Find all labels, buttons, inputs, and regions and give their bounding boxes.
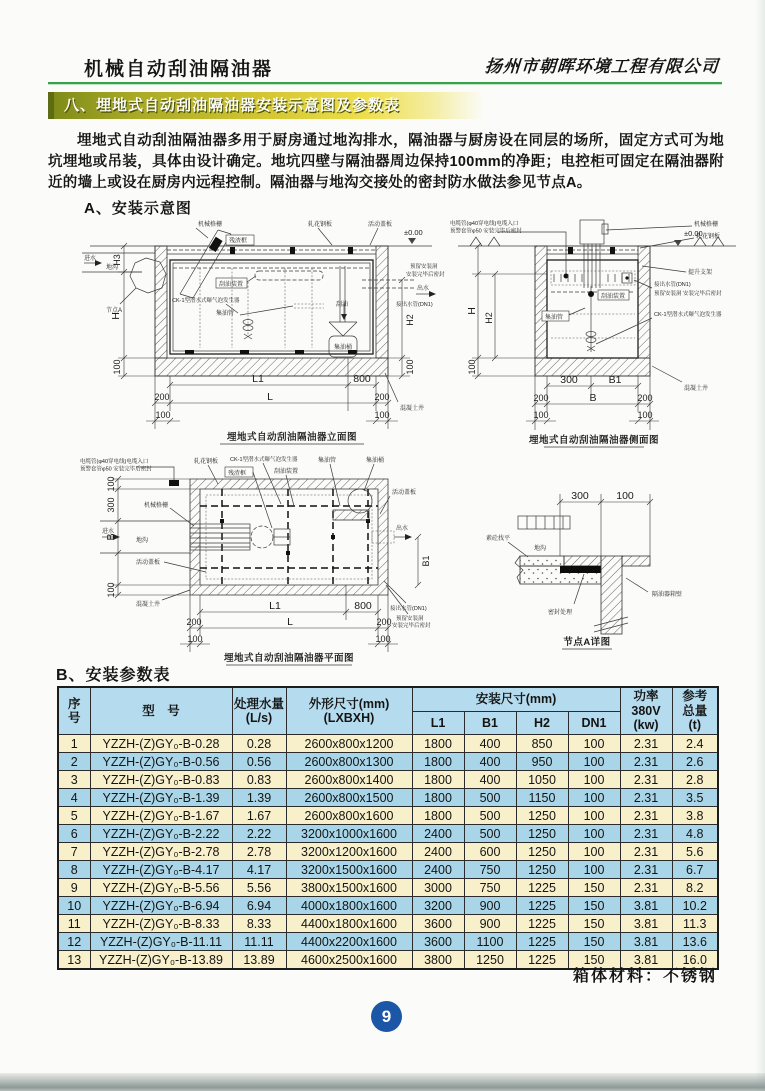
b1-cell: 1250: [464, 951, 516, 970]
label-ck1: CK-1型潜水式曝气泡发生器: [172, 298, 240, 304]
b1-cell: 1100: [464, 933, 516, 951]
label-inflow: 进水: [84, 256, 97, 262]
weight-cell: 6.7: [672, 861, 718, 879]
b1-cell: 750: [464, 879, 516, 897]
label-seal-after: 安装完毕后密封: [406, 272, 445, 278]
h2-cell: 1050: [516, 771, 568, 789]
label-seal-after: 安装完毕后密封: [392, 623, 431, 629]
parameter-table: [57, 686, 719, 970]
header-h2: H2: [516, 712, 568, 735]
dim-100: 100: [616, 490, 634, 502]
dim-800: 800: [354, 600, 372, 612]
seq-cell: 2: [58, 753, 90, 771]
seq-cell: 6: [58, 825, 90, 843]
dn1-cell: 150: [568, 915, 620, 933]
power-cell: 2.31: [620, 843, 672, 861]
plan-diagram: [78, 454, 446, 669]
dn1-cell: 150: [568, 951, 620, 970]
h2-cell: 1225: [516, 933, 568, 951]
power-cell: 2.31: [620, 789, 672, 807]
l1-cell: 3600: [412, 933, 464, 951]
seq-cell: 4: [58, 789, 90, 807]
model-cell: YZZH-(Z)GY₀-B-1.67: [90, 807, 232, 825]
power-cell: 3.81: [620, 915, 672, 933]
label-residue-box: 残渣框: [228, 471, 247, 477]
dim-100-bl: 100: [155, 410, 171, 420]
flow-cell: 0.56: [232, 753, 286, 771]
l1-cell: 1800: [412, 789, 464, 807]
label-trench: 地沟: [106, 265, 119, 271]
header-b1: B1: [464, 712, 516, 735]
label-outlet-pipe: 接出水管(DN1): [390, 606, 427, 612]
b1-cell: 400: [464, 753, 516, 771]
h2-cell: 1250: [516, 807, 568, 825]
model-cell: YZZH-(Z)GY₀-B-11.11: [90, 933, 232, 951]
outer-dim-cell: 4000x1800x1600: [286, 897, 412, 915]
dim-b1: B1: [608, 374, 622, 386]
seq-cell: 5: [58, 807, 90, 825]
header-ref-weight: [672, 687, 718, 735]
header-ref-line1: 参考: [682, 689, 708, 704]
weight-cell: 8.2: [672, 879, 718, 897]
l1-cell: 2400: [412, 825, 464, 843]
label-checker-plate: 轧花钢板: [696, 234, 721, 240]
weight-cell: 3.8: [672, 807, 718, 825]
model-cell: YZZH-(Z)GY₀-B-6.94: [90, 897, 232, 915]
table-row: [58, 825, 718, 843]
side-linework: [458, 220, 736, 447]
model-cell: YZZH-(Z)GY₀-B-5.56: [90, 879, 232, 897]
dim-100-l: 100: [533, 410, 549, 420]
flow-cell: 4.17: [232, 861, 286, 879]
label-oil-pipe: 集油管: [318, 458, 337, 464]
table-row: [58, 771, 718, 789]
dn1-cell: 150: [568, 933, 620, 951]
power-cell: 2.31: [620, 771, 672, 789]
flow-cell: 6.94: [232, 897, 286, 915]
seq-cell: 3: [58, 771, 90, 789]
label-oil-barrel: 集油桶: [366, 458, 385, 464]
header-power-line3: (kw): [633, 718, 659, 733]
flow-cell: 5.56: [232, 879, 286, 897]
table-header: [58, 687, 718, 735]
label-outlet-pipe: 接出水管(DN1): [396, 302, 433, 308]
dn1-cell: 100: [568, 861, 620, 879]
outer-dim-cell: 3200x1000x1600: [286, 825, 412, 843]
power-cell: 2.31: [620, 753, 672, 771]
header-power-line2: 380V: [631, 703, 661, 718]
label-reserved-hole: 预留安装洞: [410, 264, 438, 270]
dim-200-l: 200: [186, 617, 202, 627]
outer-dim-cell: 4400x1800x1600: [286, 915, 412, 933]
side-diagram: [448, 216, 742, 456]
label-scraper-device: 刮油装置: [274, 469, 299, 475]
dim-b: B: [105, 533, 117, 541]
label-cover: 活动盖板: [368, 222, 393, 228]
label-zero-level: ±0.00: [404, 228, 423, 237]
plan-caption: 埋地式自动刮油隔油器平面图: [223, 653, 355, 664]
flow-cell: 8.33: [232, 915, 286, 933]
label-warning-sleeve: 预警套管φ50 安装完毕后密封: [450, 228, 522, 235]
b1-cell: 400: [464, 735, 516, 753]
flow-cell: 0.28: [232, 735, 286, 753]
label-checker-plate: 轧花钢板: [194, 459, 219, 465]
flow-cell: 11.11: [232, 933, 286, 951]
dim-l: L: [267, 391, 273, 403]
dim-h3: H3: [112, 254, 122, 266]
label-node-a: 节点A: [106, 308, 123, 314]
l1-cell: 1800: [412, 735, 464, 753]
label-cable-duct: 电缆管(φ40穿电线)电缆入口: [80, 459, 149, 465]
header-flow-line1: 处理水量: [233, 696, 284, 711]
label-warning-sleeve: 预警套管φ50 安装完毕后密封: [80, 466, 152, 473]
b1-cell: 750: [464, 861, 516, 879]
dn1-cell: 100: [568, 735, 620, 753]
h2-cell: 850: [516, 735, 568, 753]
table-row: [58, 879, 718, 897]
outer-dim-cell: 2600x800x1300: [286, 753, 412, 771]
power-cell: 2.31: [620, 861, 672, 879]
dn1-cell: 100: [568, 789, 620, 807]
dim-200-r: 200: [374, 392, 390, 402]
l1-cell: 1800: [412, 771, 464, 789]
outer-dim-cell: 3200x1200x1600: [286, 843, 412, 861]
model-cell: YZZH-(Z)GY₀-B-0.83: [90, 771, 232, 789]
header-dim-line2: (LXBXH): [323, 711, 375, 725]
power-cell: 3.81: [620, 933, 672, 951]
section-banner: [48, 92, 484, 119]
label-cable-duct: 电缆管(φ40穿电线)电缆入口: [450, 221, 519, 227]
label-concrete-well: 混凝土井: [136, 602, 161, 608]
dim-100: 100: [467, 359, 477, 375]
model-cell: YZZH-(Z)GY₀-B-8.33: [90, 915, 232, 933]
outer-dim-cell: 2600x800x1600: [286, 807, 412, 825]
header-power: [620, 687, 672, 735]
outer-dim-cell: 4400x2200x1600: [286, 933, 412, 951]
dim-200-l: 200: [154, 392, 170, 402]
label-seal-treatment: 密封处理: [548, 610, 573, 616]
header-seq-label: 序号: [67, 696, 81, 725]
label-residue-box: 残渣框: [229, 238, 248, 245]
dn1-cell: 100: [568, 753, 620, 771]
page-number-badge: 9: [371, 1001, 402, 1032]
b1-cell: 900: [464, 897, 516, 915]
dim-200-r: 200: [637, 393, 653, 403]
label-outlet-pipe: 接出水管(DN1): [654, 282, 691, 288]
flow-cell: 2.22: [232, 825, 286, 843]
flow-cell: 0.83: [232, 771, 286, 789]
label-lift-bracket: 提升支架: [688, 270, 713, 276]
label-concrete-well: 混凝土井: [684, 386, 709, 392]
outer-dim-cell: 2600x800x1500: [286, 789, 412, 807]
power-cell: 2.31: [620, 879, 672, 897]
material-note: 箱体材料：不锈钢: [572, 968, 717, 985]
label-concrete-leveling: 素砼找平: [486, 536, 511, 542]
header-outer-dim: [286, 687, 412, 735]
h2-cell: 1250: [516, 825, 568, 843]
label-trench: 地沟: [534, 546, 547, 552]
l1-cell: 3200: [412, 897, 464, 915]
h2-cell: 1225: [516, 915, 568, 933]
flow-cell: 1.39: [232, 789, 286, 807]
label-scraper-device: 刮油装置: [601, 294, 626, 300]
side-caption: 埋地式自动刮油隔油器侧面图: [528, 435, 660, 446]
dim-800: 800: [353, 373, 371, 385]
label-grille: 机械格栅: [694, 222, 719, 228]
seq-cell: 9: [58, 879, 90, 897]
dim-100-bottom: 100: [106, 582, 116, 598]
model-cell: YZZH-(Z)GY₀-B-0.56: [90, 753, 232, 771]
h2-cell: 1225: [516, 951, 568, 970]
dim-h: H: [110, 312, 122, 320]
header-ref-line3: (t): [688, 718, 701, 733]
b1-cell: 500: [464, 807, 516, 825]
weight-cell: 11.3: [672, 915, 718, 933]
model-cell: YZZH-(Z)GY₀-B-4.17: [90, 861, 232, 879]
dim-b: B: [589, 392, 597, 404]
node-a-caption: 节点A详图: [563, 637, 611, 648]
dim-100-top: 100: [106, 476, 116, 492]
b1-cell: 500: [464, 825, 516, 843]
weight-cell: 5.6: [672, 843, 718, 861]
label-scrape-oil: 刮油: [336, 302, 349, 308]
outer-dim-cell: 3200x1500x1600: [286, 861, 412, 879]
label-oil-barrel: 集油桶: [334, 345, 353, 351]
power-cell: 3.81: [620, 897, 672, 915]
h2-cell: 1225: [516, 879, 568, 897]
header-install-dim: 安装尺寸(mm): [412, 687, 620, 712]
dn1-cell: 100: [568, 771, 620, 789]
model-cell: YZZH-(Z)GY₀-B-2.78: [90, 843, 232, 861]
section-a-heading: A、安装示意图: [84, 200, 192, 217]
table-row: [58, 753, 718, 771]
table-row: [58, 735, 718, 753]
b1-cell: 400: [464, 771, 516, 789]
l1-cell: 3000: [412, 879, 464, 897]
label-oil-pipe: 集油管: [216, 311, 235, 317]
seq-cell: 8: [58, 861, 90, 879]
header-flow-line2: (L/s): [245, 711, 273, 725]
flow-cell: 2.78: [232, 843, 286, 861]
header-model: 型 号: [90, 687, 232, 735]
b1-cell: 900: [464, 915, 516, 933]
label-ck1: CK-1型潜水式曝气泡发生器: [230, 457, 298, 463]
dn1-cell: 100: [568, 807, 620, 825]
elevation-diagram: [80, 216, 445, 451]
node-a-diagram: [482, 468, 712, 653]
header-dim-line1: 外形尺寸(mm): [308, 696, 390, 711]
l1-cell: 3800: [412, 951, 464, 970]
dim-200-r: 200: [376, 617, 392, 627]
seq-cell: 11: [58, 915, 90, 933]
table-row: [58, 861, 718, 879]
table-row: [58, 843, 718, 861]
power-cell: 2.31: [620, 825, 672, 843]
weight-cell: 16.0: [672, 951, 718, 970]
b1-cell: 500: [464, 789, 516, 807]
page-bottom-edge: [0, 1073, 765, 1091]
model-cell: YZZH-(Z)GY₀-B-1.39: [90, 789, 232, 807]
dim-100-br: 100: [375, 634, 391, 644]
header-l1: L1: [412, 712, 464, 735]
table-row: [58, 789, 718, 807]
label-grille: 机械格栅: [144, 503, 169, 509]
section-b-heading: B、安装参数表: [56, 667, 171, 684]
weight-cell: 2.8: [672, 771, 718, 789]
dim-h2: H2: [405, 314, 415, 326]
table-row: [58, 807, 718, 825]
header-flow: [232, 687, 286, 735]
label-outflow: 出水: [396, 526, 409, 532]
table-row: [58, 915, 718, 933]
flow-cell: 13.89: [232, 951, 286, 970]
table-body: [58, 735, 718, 970]
label-scraper-device: 刮油装置: [219, 282, 244, 288]
label-oil-pipe: 集油管: [545, 315, 564, 321]
label-cover-right: 活动盖板: [392, 490, 417, 496]
seq-cell: 13: [58, 951, 90, 970]
power-cell: 2.31: [620, 735, 672, 753]
outer-dim-cell: 3800x1500x1600: [286, 879, 412, 897]
weight-cell: 2.6: [672, 753, 718, 771]
label-cover-left: 活动盖板: [136, 560, 161, 566]
header-dn1: DN1: [568, 712, 620, 735]
outer-dim-cell: 4600x2500x1600: [286, 951, 412, 970]
elevation-caption: 埋地式自动刮油隔油器立面图: [226, 432, 358, 443]
l1-cell: 2400: [412, 861, 464, 879]
table-row: [58, 897, 718, 915]
diagrams-area: [0, 216, 765, 664]
label-reserved-hole: 预留安装洞 安装完毕后密封: [654, 291, 722, 297]
label-grille: 机械格栅: [198, 222, 223, 228]
label-ck1: CK-1型潜水式曝气泡发生器: [654, 312, 722, 318]
company-name: 扬州市朝晖环境工程有限公司: [484, 57, 720, 77]
section-banner-text: 八、埋地式自动刮油隔油器安装示意图及参数表: [64, 97, 401, 114]
dim-300: 300: [571, 490, 589, 502]
l1-cell: 1800: [412, 807, 464, 825]
h2-cell: 1250: [516, 861, 568, 879]
h2-cell: 950: [516, 753, 568, 771]
header-rule: [48, 82, 722, 85]
dim-100-right: 100: [405, 359, 415, 375]
l1-cell: 2400: [412, 843, 464, 861]
seq-cell: 12: [58, 933, 90, 951]
dim-100-r: 100: [637, 410, 653, 420]
label-trench: 地沟: [136, 538, 149, 544]
weight-cell: 3.5: [672, 789, 718, 807]
seq-cell: 7: [58, 843, 90, 861]
dim-100-bl: 100: [187, 634, 203, 644]
dim-b1: B1: [421, 555, 431, 567]
intro-paragraph: 埋地式自动刮油隔油器多用于厨房通过地沟排水，隔油器与厨房设在同层的场所，固定方式可为地坑埋地或吊装，具体由设计确定。地坑四壁与隔油器周边保持100mm的净距；电控柜可固定在隔油器附近的墙上或设在厨房内远程控制。隔油器与地沟交接处的密封防水做法参见节点A。: [48, 133, 724, 191]
dn1-cell: 100: [568, 825, 620, 843]
dim-300: 300: [106, 497, 116, 513]
weight-cell: 2.4: [672, 735, 718, 753]
h2-cell: 1250: [516, 843, 568, 861]
dim-100-br: 100: [374, 410, 390, 420]
power-cell: 2.31: [620, 807, 672, 825]
weight-cell: 13.6: [672, 933, 718, 951]
dim-l: L: [287, 616, 293, 628]
h2-cell: 1225: [516, 897, 568, 915]
label-checker-plate: 轧花钢板: [308, 222, 333, 228]
label-outflow: 出水: [417, 286, 430, 292]
dim-h2: H2: [484, 312, 494, 324]
dim-l1: L1: [252, 373, 264, 385]
label-separator-wall: 隔油器箱壁: [652, 592, 683, 598]
label-zero-level: ±0.00: [684, 229, 703, 238]
outer-dim-cell: 2600x800x1200: [286, 735, 412, 753]
dim-100-left: 100: [112, 359, 122, 375]
dn1-cell: 150: [568, 897, 620, 915]
weight-cell: 4.8: [672, 825, 718, 843]
seq-cell: 10: [58, 897, 90, 915]
header-power-line1: 功率: [633, 689, 659, 704]
power-cell: 3.81: [620, 951, 672, 970]
header-seq: [58, 687, 90, 735]
dim-300: 300: [560, 374, 578, 386]
table-row: [58, 933, 718, 951]
weight-cell: 10.2: [672, 897, 718, 915]
dim-l1: L1: [269, 600, 281, 612]
dim-200-l: 200: [533, 393, 549, 403]
flow-cell: 1.67: [232, 807, 286, 825]
node-a-linework: [508, 494, 653, 649]
dn1-cell: 150: [568, 879, 620, 897]
b1-cell: 600: [464, 843, 516, 861]
model-cell: YZZH-(Z)GY₀-B-13.89: [90, 951, 232, 970]
seq-cell: 1: [58, 735, 90, 753]
header-ref-line2: 总量: [682, 703, 708, 718]
dn1-cell: 100: [568, 843, 620, 861]
h2-cell: 1150: [516, 789, 568, 807]
dim-h: H: [466, 307, 478, 315]
document-title: 机械自动刮油隔油器: [84, 59, 274, 80]
outer-dim-cell: 2600x800x1400: [286, 771, 412, 789]
label-inflow: 进水: [102, 529, 115, 535]
label-concrete-well: 混凝土井: [400, 406, 425, 412]
model-cell: YZZH-(Z)GY₀-B-2.22: [90, 825, 232, 843]
l1-cell: 3600: [412, 915, 464, 933]
label-reserved-hole: 预留安装洞: [396, 616, 424, 622]
model-cell: YZZH-(Z)GY₀-B-0.28: [90, 735, 232, 753]
l1-cell: 1800: [412, 753, 464, 771]
